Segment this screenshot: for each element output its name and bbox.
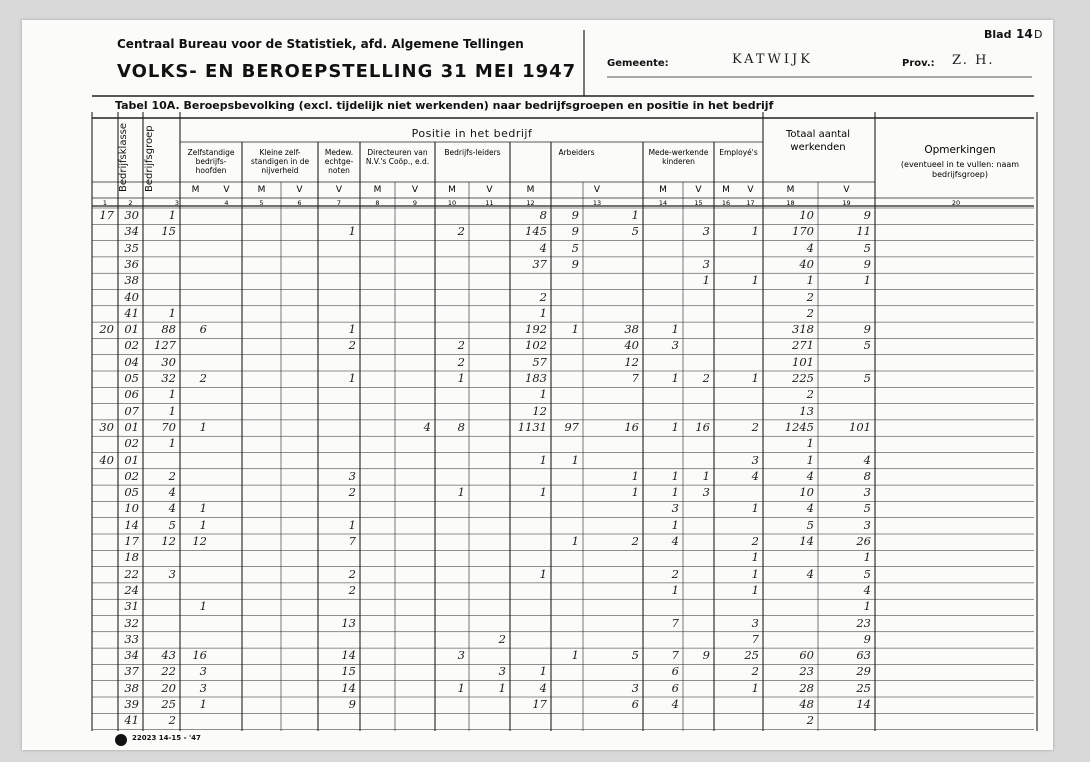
- column-number-4: 4: [224, 199, 229, 207]
- cell-c19: 4: [863, 452, 871, 467]
- cell-c3: 5: [168, 517, 176, 532]
- cell-c13: 5: [571, 240, 579, 255]
- cell-c19: 101: [849, 419, 871, 434]
- cell-g: 31: [124, 599, 139, 614]
- cell-c19: 9: [863, 322, 871, 337]
- cell-c12: 145: [525, 224, 547, 239]
- cell-g: 34: [124, 648, 139, 663]
- cell-g: 05: [124, 485, 139, 500]
- cell-c7: 13: [341, 615, 356, 630]
- group-header-8: Employé's: [719, 148, 758, 157]
- cell-c17: 4: [751, 468, 759, 483]
- cell-c18: 10: [799, 208, 814, 222]
- cell-c12: 37: [532, 256, 547, 271]
- cell-c17: 1: [751, 566, 759, 581]
- cell-c19: 1: [863, 599, 871, 614]
- cell-c3: 4: [168, 501, 176, 516]
- cell-g: 17: [124, 534, 139, 548]
- cell-c19: 1: [863, 273, 871, 288]
- cell-c4: 12: [192, 534, 207, 548]
- cell-c14: 6: [631, 697, 639, 711]
- cell-c19: 8: [863, 468, 871, 483]
- cell-g: 04: [124, 354, 139, 369]
- cell-c4: 1: [199, 501, 207, 516]
- cell-g: 01: [124, 419, 139, 434]
- cell-c17: 3: [751, 615, 759, 630]
- cell-c15: 1: [671, 468, 679, 483]
- cell-c14: 5: [631, 224, 639, 239]
- cell-c19: 9: [863, 631, 871, 646]
- cell-c7: 9: [348, 697, 356, 711]
- blad-label: Blad: [984, 28, 1012, 41]
- cell-c3: 1: [168, 403, 176, 418]
- cell-c3: 22: [161, 664, 176, 679]
- cell-c19: 3: [863, 517, 871, 532]
- cell-c7: 1: [348, 224, 356, 239]
- cell-c7: 2: [348, 582, 356, 597]
- cell-g: 18: [124, 550, 139, 565]
- cell-c3: 70: [161, 419, 176, 434]
- cell-g: 37: [124, 664, 139, 679]
- cell-c17: 25: [744, 648, 759, 663]
- cell-c3: 12: [161, 534, 176, 548]
- group-header-7: Mede-werkende kinderen: [648, 148, 709, 166]
- blad-number: 14: [1016, 27, 1033, 41]
- cell-c18: 225: [792, 371, 814, 385]
- cell-k: 40: [99, 452, 114, 467]
- mv-header-12: M: [659, 185, 667, 195]
- cell-g: 41: [124, 305, 139, 320]
- mv-header-5: V: [335, 185, 343, 195]
- cell-c18: 4: [806, 468, 814, 483]
- cell-c11: 3: [498, 664, 506, 679]
- cell-c13: 9: [571, 208, 579, 222]
- cell-c14: 2: [631, 534, 639, 548]
- bureau-name: Centraal Bureau voor de Statistiek, afd. Algemene Tellingen: [117, 37, 524, 51]
- cell-c19: 63: [856, 648, 871, 663]
- cell-k: 20: [99, 322, 114, 337]
- cell-c7: 14: [341, 648, 356, 663]
- cell-c16: 3: [702, 256, 710, 271]
- cell-c18: 13: [799, 403, 814, 418]
- mv-header-6: M: [373, 185, 382, 195]
- cell-c18: 1: [806, 452, 814, 467]
- cell-c7: 1: [348, 371, 356, 385]
- cell-g: 34: [124, 224, 139, 239]
- cell-c3: 2: [168, 468, 176, 483]
- cell-c15: 6: [671, 664, 679, 679]
- cell-c12: 4: [539, 680, 547, 695]
- mv-header-17: V: [843, 185, 850, 195]
- cell-c18: 170: [792, 224, 814, 239]
- mv-header-2: V: [223, 185, 230, 195]
- cell-c19: 9: [863, 208, 871, 222]
- cell-c14: 16: [624, 419, 639, 434]
- cell-c13: 9: [571, 256, 579, 271]
- cell-c12: 183: [525, 371, 547, 385]
- cell-g: 02: [124, 436, 139, 451]
- cell-c18: 23: [799, 664, 814, 679]
- cell-c17: 1: [751, 582, 759, 597]
- cell-c18: 14: [799, 534, 814, 548]
- cell-c18: 1: [806, 436, 814, 451]
- cell-c12: 1: [539, 664, 547, 679]
- mv-header-13: V: [695, 185, 702, 195]
- cell-c19: 5: [863, 338, 871, 353]
- cell-c18: 28: [799, 680, 814, 695]
- positie-header: Positie in het bedrijf: [411, 127, 533, 140]
- cell-k: 17: [99, 208, 114, 222]
- cell-c3: 1: [168, 208, 176, 222]
- cell-c19: 5: [863, 501, 871, 516]
- cell-c14: 7: [631, 371, 639, 385]
- cell-c17: 1: [751, 550, 759, 565]
- group-header-2: Kleine zelf-standigen in de nijverheid: [250, 148, 310, 175]
- cell-c11: 1: [498, 680, 506, 695]
- cell-c7: 14: [341, 680, 356, 695]
- column-number-1: 1: [102, 199, 108, 207]
- cell-c17: 1: [751, 501, 759, 516]
- column-number-12: 12: [526, 199, 535, 207]
- column-number-10: 10: [447, 199, 457, 207]
- cell-g: 14: [124, 517, 139, 532]
- group-header-1: Zelfstandige bedrijfs-hoofden: [187, 148, 235, 175]
- cell-c18: 1245: [784, 419, 814, 434]
- cell-c4: 6: [199, 322, 207, 337]
- cell-g: 06: [124, 387, 139, 402]
- column-number-15: 15: [694, 199, 703, 207]
- column-number-16: 16: [721, 199, 731, 207]
- cell-c3: 2: [168, 713, 176, 728]
- opmerkingen-subheader: (eventueel in te vullen: naam bedrijfsgroep): [900, 160, 1020, 179]
- mv-header-16: M: [786, 185, 795, 195]
- cell-c3: 20: [161, 680, 176, 695]
- cell-c13: 1: [571, 534, 579, 548]
- cell-c15: 1: [671, 371, 679, 385]
- cell-c10: 1: [457, 371, 465, 385]
- cell-c4: 2: [199, 371, 207, 385]
- cell-g: 40: [124, 289, 139, 304]
- cell-c15: 7: [671, 615, 679, 630]
- cell-c17: 2: [751, 534, 759, 548]
- cell-c7: 1: [348, 322, 356, 337]
- cell-g: 39: [124, 697, 139, 711]
- cell-c3: 1: [168, 305, 176, 320]
- cell-c3: 88: [161, 322, 176, 337]
- cell-g: 24: [124, 582, 139, 597]
- cell-c10: 2: [457, 224, 465, 239]
- cell-c3: 32: [161, 371, 176, 385]
- group-header-4: Directeuren van N.V.'s Coöp., e.d.: [365, 148, 430, 166]
- cell-c12: 8: [539, 208, 547, 222]
- cell-c19: 5: [863, 566, 871, 581]
- prov-value: Z. H.: [952, 53, 995, 68]
- form-title: VOLKS- EN BEROEPSTELLING 31 MEI 1947: [117, 61, 577, 82]
- cell-k: 30: [99, 419, 114, 434]
- group-header-6: Arbeiders: [558, 148, 595, 157]
- cell-c15: 1: [671, 485, 679, 500]
- mv-header-11: V: [593, 185, 601, 195]
- cell-c3: 30: [161, 354, 176, 369]
- cell-c12: 1: [539, 452, 547, 467]
- print-code: 22023 14-15 - '47: [132, 734, 201, 742]
- cell-c14: 1: [631, 468, 639, 483]
- cell-c16: 3: [702, 224, 710, 239]
- column-number-9: 9: [412, 199, 418, 207]
- cell-c10: 2: [457, 338, 465, 353]
- cell-c19: 26: [856, 534, 871, 548]
- census-form-sheet: [22, 20, 1053, 750]
- cell-c12: 4: [539, 240, 547, 255]
- cell-c7: 1: [348, 517, 356, 532]
- cell-c3: 3: [168, 566, 176, 581]
- cell-g: 30: [124, 208, 139, 222]
- group-header-5: Bedrijfs-leiders: [444, 148, 501, 157]
- cell-c19: 11: [856, 224, 871, 239]
- cell-c7: 7: [348, 534, 356, 548]
- cell-c12: 1131: [517, 419, 547, 434]
- cell-c16: 16: [695, 419, 710, 434]
- cell-c10: 8: [457, 419, 465, 434]
- cell-c14: 5: [631, 648, 639, 663]
- cell-c10: 3: [457, 648, 465, 663]
- column-number-2: 2: [128, 199, 133, 207]
- cell-c12: 1: [539, 387, 547, 402]
- column-number-6: 6: [297, 199, 302, 207]
- cell-c9: 4: [423, 419, 431, 434]
- blad-suffix: D: [1034, 28, 1043, 41]
- mv-header-8: M: [448, 185, 456, 195]
- cell-c19: 5: [863, 240, 871, 255]
- cell-c4: 1: [199, 599, 207, 614]
- gemeente-label: Gemeente:: [607, 58, 669, 69]
- group-header-3: Medew. echtge-noten: [324, 148, 354, 175]
- cell-c19: 29: [856, 664, 871, 679]
- column-number-3: 3: [174, 199, 180, 207]
- cell-c11: 2: [498, 631, 506, 646]
- cell-c18: 4: [806, 566, 814, 581]
- cell-c16: 3: [702, 485, 710, 500]
- cell-c3: 127: [154, 338, 176, 353]
- gemeente-value: KATWIJK: [732, 52, 813, 67]
- cell-c15: 1: [671, 419, 679, 434]
- cell-c4: 1: [199, 697, 207, 711]
- cell-c13: 1: [571, 648, 579, 663]
- cell-c15: 2: [671, 566, 679, 581]
- cell-g: 35: [124, 240, 139, 255]
- mv-header-14: M: [722, 185, 730, 195]
- prov-label: Prov.:: [902, 58, 935, 69]
- cell-g: 32: [124, 615, 139, 630]
- cell-g: 01: [124, 452, 139, 467]
- cell-g: 02: [124, 468, 139, 483]
- cell-c18: 1: [806, 273, 814, 288]
- cell-c16: 1: [702, 468, 710, 483]
- cell-c15: 3: [671, 501, 679, 516]
- cell-g: 05: [124, 371, 139, 385]
- cell-c14: 40: [624, 338, 639, 353]
- cell-c19: 9: [863, 256, 871, 271]
- column-number-7: 7: [336, 199, 342, 207]
- cell-c3: 1: [168, 387, 176, 402]
- cell-c15: 4: [671, 534, 679, 548]
- cell-c18: 2: [806, 289, 814, 304]
- cell-c15: 3: [671, 338, 679, 353]
- mv-header-4: V: [296, 185, 303, 195]
- mv-header-10: M: [526, 185, 535, 195]
- cell-c15: 1: [671, 517, 679, 532]
- cbs-logo-icon: [115, 734, 127, 746]
- cell-c7: 15: [341, 664, 356, 679]
- cell-c4: 3: [199, 680, 207, 695]
- cell-c3: 4: [168, 485, 176, 500]
- cell-c18: 10: [799, 485, 814, 500]
- cell-c18: 2: [806, 305, 814, 320]
- column-number-5: 5: [259, 199, 264, 207]
- cell-c17: 1: [751, 371, 759, 385]
- cell-c3: 43: [161, 648, 176, 663]
- cell-c3: 1: [168, 436, 176, 451]
- cell-c10: 1: [457, 680, 465, 695]
- cell-c14: 1: [631, 208, 639, 222]
- cell-c16: 1: [702, 273, 710, 288]
- cell-c14: 1: [631, 485, 639, 500]
- cell-g: 07: [124, 403, 139, 418]
- cell-c12: 192: [525, 322, 547, 337]
- cell-c4: 3: [199, 664, 207, 679]
- table-caption: Tabel 10A. Beroepsbevolking (excl. tijdelijk niet werkenden) naar bedrijfsgroepen en positie in het bedrijf: [115, 99, 774, 112]
- cell-g: 33: [124, 631, 139, 646]
- cell-c18: 48: [799, 697, 814, 711]
- cell-c4: 1: [199, 419, 207, 434]
- cell-c19: 23: [856, 615, 871, 630]
- cell-c13: 1: [571, 452, 579, 467]
- cell-c14: 12: [624, 354, 639, 369]
- cell-c18: 4: [806, 240, 814, 255]
- cell-c19: 5: [863, 371, 871, 385]
- cell-c18: 101: [792, 354, 814, 369]
- cell-c18: 60: [799, 648, 814, 663]
- bedrijfsklasse-header: Bedrijfsklasse: [118, 122, 129, 192]
- cell-c15: 6: [671, 680, 679, 695]
- cell-c3: 25: [161, 697, 176, 711]
- cell-c15: 7: [671, 648, 679, 663]
- cell-g: 38: [124, 273, 139, 288]
- cell-c4: 16: [192, 648, 207, 663]
- cell-c18: 2: [806, 713, 814, 728]
- column-number-19: 19: [842, 199, 851, 207]
- cell-c13: 9: [571, 224, 579, 239]
- cell-c17: 7: [751, 631, 759, 646]
- cell-c12: 2: [539, 289, 547, 304]
- column-number-17: 17: [746, 199, 755, 207]
- cell-c12: 1: [539, 485, 547, 500]
- cell-c17: 3: [751, 452, 759, 467]
- cell-c19: 3: [863, 485, 871, 500]
- cell-c15: 1: [671, 322, 679, 337]
- cell-c18: 4: [806, 501, 814, 516]
- cell-c10: 2: [457, 354, 465, 369]
- cell-c15: 1: [671, 582, 679, 597]
- opmerkingen-header: Opmerkingen: [924, 144, 996, 156]
- cell-c17: 1: [751, 224, 759, 239]
- column-number-8: 8: [375, 199, 380, 207]
- cell-c13: 1: [571, 322, 579, 337]
- cell-c14: 3: [631, 680, 639, 695]
- cell-c14: 38: [624, 322, 639, 337]
- cell-c17: 1: [751, 273, 759, 288]
- cell-c18: 40: [799, 256, 814, 271]
- column-number-14: 14: [658, 199, 668, 207]
- cell-c12: 1: [539, 305, 547, 320]
- cell-c18: 318: [792, 322, 814, 337]
- cell-c4: 1: [199, 517, 207, 532]
- cell-c15: 4: [671, 697, 679, 711]
- cell-g: 41: [124, 713, 139, 728]
- bedrijfsgroep-header: Bedrijfsgroep: [144, 125, 155, 192]
- mv-header-9: V: [486, 185, 493, 195]
- cell-c7: 2: [348, 566, 356, 581]
- mv-header-15: V: [747, 185, 754, 195]
- cell-g: 02: [124, 338, 139, 353]
- cell-c19: 4: [863, 582, 871, 597]
- cell-c12: 12: [532, 403, 547, 418]
- totaal-header: Totaal aantal werkenden: [785, 129, 851, 153]
- cell-c7: 2: [348, 338, 356, 353]
- cell-c18: 2: [806, 387, 814, 402]
- column-number-13: 13: [592, 199, 602, 207]
- cell-c7: 3: [348, 468, 356, 483]
- cell-c17: 2: [751, 419, 759, 434]
- cell-c13: 97: [564, 419, 579, 434]
- cell-c18: 5: [806, 517, 814, 532]
- cell-c19: 25: [856, 680, 871, 695]
- cell-g: 22: [124, 566, 139, 581]
- cell-c19: 14: [856, 697, 871, 711]
- cell-c3: 15: [161, 224, 176, 239]
- cell-c7: 2: [348, 485, 356, 500]
- cell-c19: 1: [863, 550, 871, 565]
- cell-c12: 102: [525, 338, 547, 353]
- column-number-11: 11: [485, 199, 494, 207]
- cell-c16: 2: [702, 371, 710, 385]
- cell-c17: 2: [751, 664, 759, 679]
- cell-c12: 17: [532, 697, 547, 711]
- column-number-20: 20: [951, 199, 961, 207]
- cell-c18: 271: [792, 338, 814, 353]
- cell-c17: 1: [751, 680, 759, 695]
- mv-header-1: M: [191, 185, 200, 195]
- cell-c16: 9: [702, 648, 710, 663]
- cell-c12: 1: [539, 566, 547, 581]
- cell-g: 01: [124, 322, 139, 337]
- cell-g: 38: [124, 680, 139, 695]
- cell-g: 10: [124, 501, 139, 516]
- cell-g: 36: [124, 256, 139, 271]
- mv-header-7: V: [411, 185, 419, 195]
- mv-header-3: M: [257, 185, 266, 195]
- cell-c10: 1: [457, 485, 465, 500]
- column-number-18: 18: [786, 199, 795, 207]
- cell-c12: 57: [532, 354, 547, 369]
